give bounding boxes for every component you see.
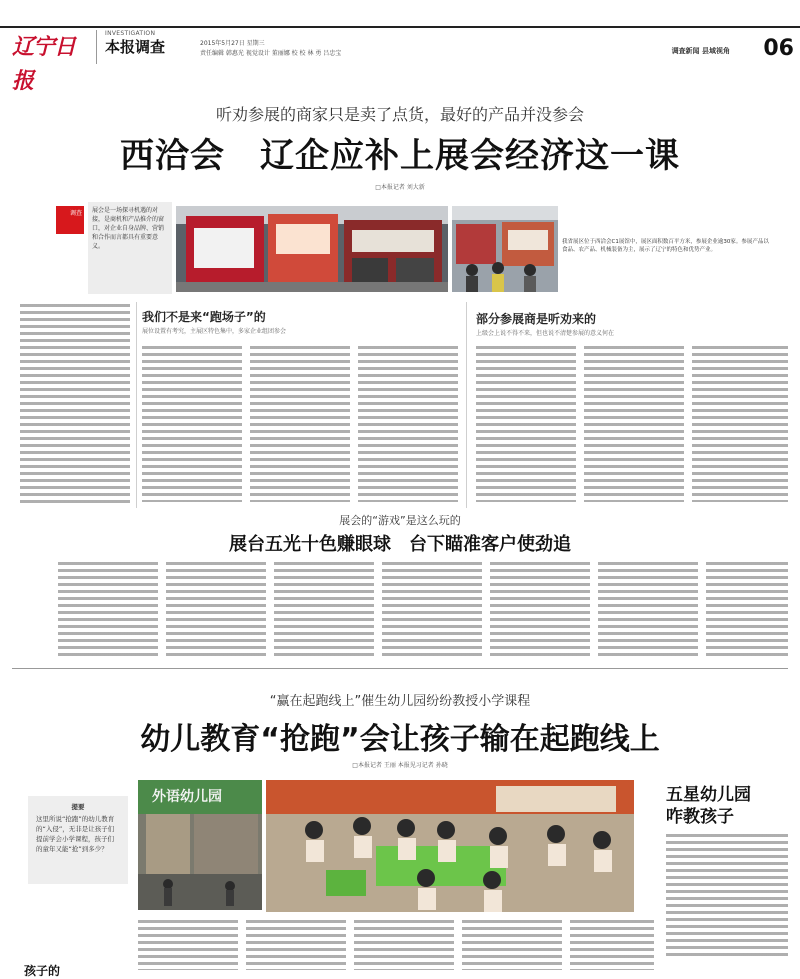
article1-subhead-left: 我们不是来“跑场子”的 [142,310,266,324]
classroom-photo [266,780,634,912]
investigation-tag: 调查 [56,206,84,234]
kindergarten-sign: 外语幼儿园 [152,789,222,805]
article3-body-col2 [246,920,346,970]
article3-summary-box [28,796,128,884]
article2-body-col4 [382,562,482,658]
expo-booth-photo [176,206,448,292]
article1-byline: □本报记者 刘大新 [375,184,425,191]
article3-body-col5 [570,920,654,970]
article2-body-col5 [490,562,590,658]
newspaper-logo: 辽宁日报 [12,34,76,94]
article2-body-col3 [274,562,374,658]
column-divider [136,302,137,508]
article3-headline: 幼儿教育“抢跑”会让孩子输在起跑线上 [140,722,660,757]
editor-credits: 责任编辑 韩惠光 视觉设计 董丽娜 校 校 林 勇 吕忠宝 [200,50,342,57]
article2-body-col6 [598,562,698,658]
article3-body-col3 [354,920,454,970]
expo-booth-photo-art [176,206,448,292]
summary-text: 这里所说“抢跑”的幼儿教育的“入侵”，无非是让孩子们提前学会小学课程，孩子们的童年又能“抢”到多少？ [36,815,115,853]
article3-kicker: “赢在起跑线上”催生幼儿园纷纷教授小学课程 [269,694,531,709]
sidebar-title: 五星幼儿园 咋教孩子 [666,785,751,827]
section-english: INVESTIGATION [105,30,156,37]
article1-headline: 西洽会 辽企应补上展会经济这一课 [120,136,680,176]
article2-kicker: 展会的“游戏”是这么玩的 [339,514,461,527]
classroom-photo-art [266,780,634,912]
article2-headline: 展台五光十色赚眼球 台下瞄准客户使劲追 [229,534,571,555]
continuation-kicker: 孩子的 [24,964,61,978]
article3-byline: □本报记者 王丽 本报见习记者 孙晓 [352,762,448,769]
header-right-label: 调查新闻 县域视角 [671,47,730,55]
article3-body-col1 [138,920,238,970]
article1-summary: 展会是一场探寻机遇的对接，是商机和产品推介的窗口，对企业自身品牌、营销和合作而言都具有重要意义。 [88,202,172,294]
section-name: 本报调查 [105,38,166,56]
masthead-rule [0,26,800,28]
article2-body-col7 [706,562,788,658]
sidebar-body [666,834,788,960]
article-separator [12,668,788,669]
article1-subdeck-left: 展位设置有考究，主展区特色集中，多家企业组团参会 [142,328,287,335]
article1-body-col6 [692,346,788,502]
article1-subhead-right: 部分参展商是听劝来的 [476,312,597,326]
article1-intro-text [20,304,130,504]
expo-visitors-photo [452,206,558,292]
section-header [96,30,165,64]
article1-body-col4 [476,346,576,502]
article3-body-col4 [462,920,562,970]
article2-body-col1 [58,562,158,658]
page-number: 06 [763,36,794,61]
article2-body-col2 [166,562,266,658]
expo-visitors-photo-art [452,206,558,292]
article1-body-col3 [358,346,458,502]
column-divider [466,302,467,508]
article1-body-col5 [584,346,684,502]
issue-date: 2015年5月27日 星期三 [200,40,265,47]
article1-body-col1 [142,346,242,502]
summary-label: 提要 [71,803,85,811]
article1-photo-caption: 我省展区位于西洽会C1展馆中，展区面积数百平方米，参展企业逾30家。参展产品以食品、农产品、机械装备为主，展示了辽宁的特色和优势产业。 [562,239,769,253]
article1-kicker: 听劝参展的商家只是卖了点货，最好的产品并没参会 [215,105,584,124]
article1-subdeck-right: 上级会上说不得不来，但也说不清楚参展的意义何在 [476,330,615,337]
kindergarten-building-photo [138,780,262,910]
article1-body-col2 [250,346,350,502]
